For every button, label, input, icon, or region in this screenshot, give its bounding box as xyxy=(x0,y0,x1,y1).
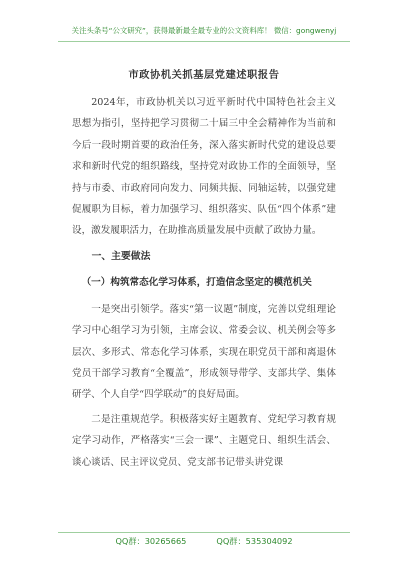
bottom-banner xyxy=(0,536,408,547)
body-paragraph-1: 一是突出引领学。落实“第一议题”制度，完善以党组理论学习中心组学习为引领，主席会议、常委会议、机关例会等多层次、多形式、常态化学习体系，实现在职党员干部和离退休党员干部学习教育“全覆盖”，形成领导带学、支部共学、集体研学、个人自学“四学联动”的良好局面。 xyxy=(72,303,336,401)
document-title: 市政协机关抓基层党建述职报告 xyxy=(128,69,280,81)
bottom-divider xyxy=(58,532,350,533)
intro-paragraph: 2024年，市政协机关以习近平新时代中国特色社会主义思想为指引，坚持把学习贯彻二十届三中全会精神作为当前和今后一段时期首要的政治任务，深入落实新时代党的建设总要求和新时代党的组织路线，坚持党对政协工作的全面领导，坚持与市委、市政府同向发力、同频共振、同轴运转，以强党建促履职为目标，着力加强学习、组织落实、队伍“四个体系”建设，激发履职活力，在助推高质量发展中贡献了政协力量。 xyxy=(72,97,336,237)
qq-group-2: QQ群：535304092 xyxy=(216,536,293,546)
document-body xyxy=(72,92,336,473)
top-banner: 关注头条号“公文研究”，获得最新最全最专业的公文资料库！ 微信：gongwenyj xyxy=(71,26,337,35)
section-heading: 一、主要做法 xyxy=(91,250,151,262)
body-paragraph-2: 二是注重规范学。积极落实好主题教育、党纪学习教育规定学习动作，严格落实“三会一课”、主题党日、组织生活会、谈心谈话、民主评议党员、党支部书记带头讲党课 xyxy=(72,413,336,468)
top-divider xyxy=(58,41,350,42)
qq-group-1: QQ群：30265665 xyxy=(115,536,187,546)
subsection-heading: （一）构筑常态化学习体系，打造信念坚定的模范机关 xyxy=(81,276,312,288)
